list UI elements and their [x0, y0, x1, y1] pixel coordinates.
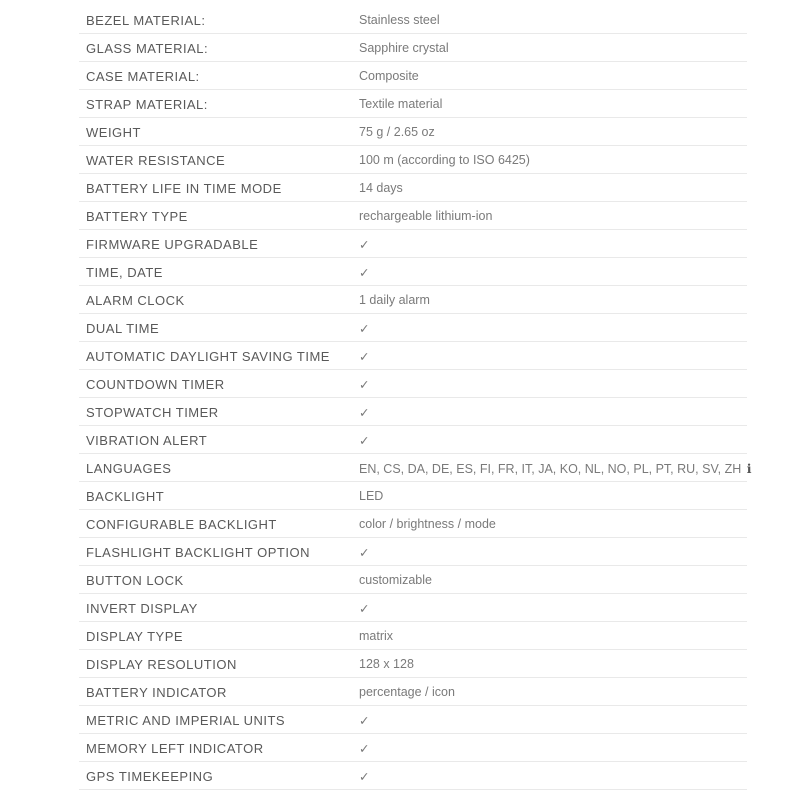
spec-label: VIBRATION ALERT — [86, 433, 208, 448]
spec-value: 14 days — [359, 181, 403, 195]
spec-value: matrix — [359, 629, 394, 643]
spec-label: INVERT DISPLAY — [86, 601, 198, 616]
check-icon: ✓ — [359, 266, 370, 280]
spec-row — [79, 230, 747, 258]
spec-value: 1 daily alarm — [359, 293, 430, 307]
spec-row — [79, 706, 747, 734]
spec-label: WEIGHT — [86, 125, 141, 140]
check-icon: ✓ — [359, 238, 370, 252]
spec-value: customizable — [359, 573, 432, 587]
check-icon: ✓ — [359, 378, 370, 392]
spec-label: GLASS MATERIAL: — [86, 41, 209, 56]
spec-row — [79, 650, 747, 678]
spec-value: 75 g / 2.65 oz — [359, 125, 435, 139]
spec-value — [359, 461, 752, 476]
spec-label: DISPLAY TYPE — [86, 629, 184, 644]
spec-label: BUTTON LOCK — [86, 573, 184, 588]
check-icon: ✓ — [359, 434, 370, 448]
spec-row — [79, 370, 747, 398]
spec-value: Sapphire crystal — [359, 41, 449, 55]
spec-value: 100 m (according to ISO 6425) — [359, 153, 530, 167]
spec-row — [79, 90, 747, 118]
spec-value: rechargeable lithium-ion — [359, 209, 493, 223]
spec-row — [79, 62, 747, 90]
spec-label: BATTERY TYPE — [86, 209, 188, 224]
spec-row — [79, 762, 747, 790]
spec-row — [79, 482, 747, 510]
spec-value: Textile material — [359, 97, 443, 111]
spec-label: WATER RESISTANCE — [86, 153, 226, 168]
spec-label: BACKLIGHT — [86, 489, 165, 504]
spec-label: FLASHLIGHT BACKLIGHT OPTION — [86, 545, 310, 560]
spec-label: ALARM CLOCK — [86, 293, 185, 308]
spec-row — [79, 202, 747, 230]
spec-row — [79, 622, 747, 650]
info-icon[interactable]: i — [746, 461, 752, 476]
spec-row — [79, 34, 747, 62]
check-icon: ✓ — [359, 406, 370, 420]
spec-label: BEZEL MATERIAL: — [86, 13, 206, 28]
spec-value: color / brightness / mode — [359, 517, 496, 531]
spec-label: DISPLAY RESOLUTION — [86, 657, 237, 672]
spec-label: METRIC AND IMPERIAL UNITS — [86, 713, 286, 728]
spec-label: CONFIGURABLE BACKLIGHT — [86, 517, 277, 532]
spec-label: BATTERY LIFE IN TIME MODE — [86, 181, 282, 196]
check-icon: ✓ — [359, 350, 370, 364]
spec-row — [79, 286, 747, 314]
spec-table — [79, 6, 752, 790]
spec-label: COUNTDOWN TIMER — [86, 377, 225, 392]
spec-value: 128 x 128 — [359, 657, 414, 671]
check-icon: ✓ — [359, 770, 370, 784]
spec-label: CASE MATERIAL: — [86, 69, 200, 84]
spec-label: GPS TIMEKEEPING — [86, 769, 214, 784]
languages-text: EN, CS, DA, DE, ES, FI, FR, IT, JA, KO, NL, NO, PL, PT, RU, SV, ZH — [359, 462, 742, 476]
spec-label: TIME, DATE — [86, 265, 163, 280]
spec-label: MEMORY LEFT INDICATOR — [86, 741, 264, 756]
spec-row — [79, 426, 747, 454]
spec-row — [79, 118, 747, 146]
check-icon: ✓ — [359, 742, 370, 756]
spec-row — [79, 342, 747, 370]
spec-row — [79, 594, 747, 622]
spec-label: DUAL TIME — [86, 321, 160, 336]
check-icon: ✓ — [359, 714, 370, 728]
spec-row — [79, 510, 747, 538]
spec-row — [79, 314, 747, 342]
check-icon: ✓ — [359, 322, 370, 336]
spec-value: Composite — [359, 69, 419, 83]
spec-row — [79, 734, 747, 762]
spec-row — [79, 174, 747, 202]
spec-label: AUTOMATIC DAYLIGHT SAVING TIME — [86, 349, 330, 364]
spec-value: LED — [359, 489, 384, 503]
spec-value: Stainless steel — [359, 13, 440, 27]
spec-label: BATTERY INDICATOR — [86, 685, 227, 700]
spec-row — [79, 258, 747, 286]
check-icon: ✓ — [359, 602, 370, 616]
spec-row — [79, 398, 747, 426]
spec-label: STRAP MATERIAL: — [86, 97, 208, 112]
spec-row — [79, 454, 752, 482]
spec-row — [79, 146, 747, 174]
spec-label: FIRMWARE UPGRADABLE — [86, 237, 259, 252]
spec-row — [79, 566, 747, 594]
spec-value: percentage / icon — [359, 685, 455, 699]
check-icon: ✓ — [359, 546, 370, 560]
spec-row — [79, 538, 747, 566]
spec-label: LANGUAGES — [86, 461, 172, 476]
spec-label: STOPWATCH TIMER — [86, 405, 219, 420]
spec-row — [79, 678, 747, 706]
spec-row — [79, 6, 747, 34]
